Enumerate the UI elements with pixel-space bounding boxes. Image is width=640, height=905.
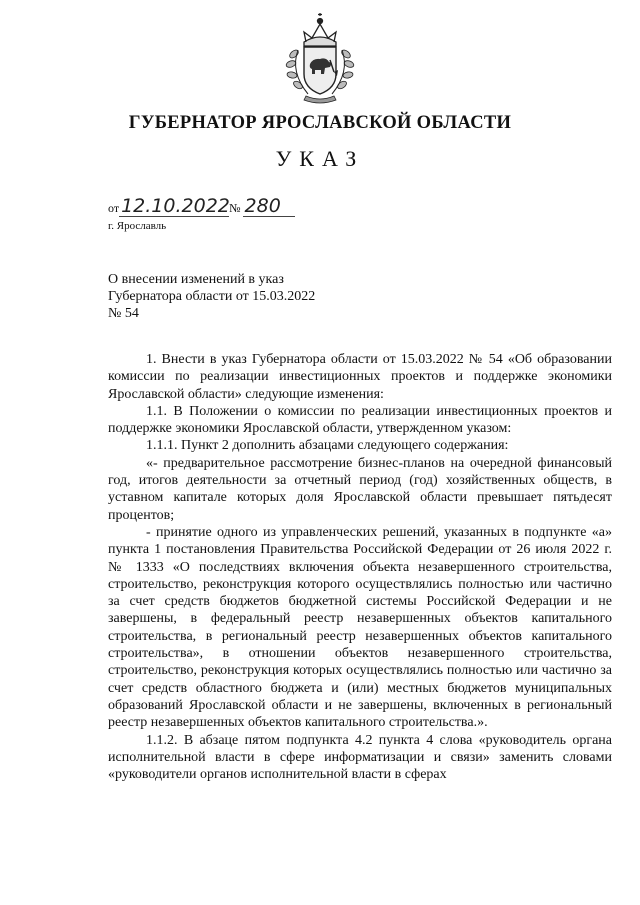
- document-type-title: УКАЗ: [275, 146, 365, 171]
- handwritten-date: 12.10.2022: [121, 195, 230, 217]
- subject-line: № 54: [108, 306, 139, 321]
- date-line: [108, 196, 295, 217]
- handwritten-number: 280: [243, 196, 295, 217]
- decree-subject: [108, 271, 315, 322]
- decree-body: [108, 351, 612, 783]
- city-label: г. Ярославль: [108, 220, 167, 232]
- yaroslavl-coat-of-arms-icon: [280, 12, 360, 104]
- subject-line: Губернатора области от 15.03.2022: [108, 289, 316, 304]
- paragraph: 1. Внести в указ Губернатора области от 15.03.2022 № 54 «Об образовании комиссии по реализации инвестиционных проектов и поддержке экономики Ярославской области» следующие изменения:: [108, 352, 612, 402]
- paragraph: «- предварительное рассмотрение бизнес-планов на очередной финансовый год, итогов деятельности за отчетный период (год) хозяйственных обществ, в уставном капитале которых доля Ярославской области превышает пятьдесят процентов;: [108, 455, 612, 523]
- paragraph: 1.1.2. В абзаце пятом подпункта 4.2 пункта 4 слова «руководитель органа исполнительной власти в сфере информатизации и связи» заменить словами «руководители органов исполнительной власти в сферах: [108, 732, 612, 783]
- paragraph: - принятие одного из управленческих решений, указанных в подпункте «а» пункта 1 постановления Правительства Российской Федерации от 26 июля 2022 г. № 1333 «О последствиях включения объекта незавершенного строительства, строительство, реконструкция которого осуществлялись полностью или частично за счет средств бюджетов бюджетной системы Российской Федерации и не завершены, в федеральный реестр незавершенных объектов капитального строительства, в региональный реестр незавершенных объектов капитального строительства», в отношении объектов незавершенного строительства, строительство, реконструкция которых осуществлялись полностью или частично за счет средств областного бюджета и (или) местных бюджетов муниципальных образований Ярославской области и не завершены, включенных в региональный реестр незавершенных объектов капитального строительства.».: [108, 524, 612, 731]
- date-from-label: от: [108, 201, 120, 215]
- subject-line: О внесении изменений в указ: [108, 272, 284, 287]
- number-label: №: [229, 201, 241, 215]
- paragraph: 1.1.1. Пункт 2 дополнить абзацами следующего содержания:: [146, 438, 509, 454]
- paragraph: 1.1. В Положении о комиссии по реализации инвестиционных проектов и поддержке экономики Ярославской области, утвержденном указом:: [108, 403, 612, 437]
- governor-title: ГУБЕРНАТОР ЯРОСЛАВСКОЙ ОБЛАСТИ: [128, 113, 512, 133]
